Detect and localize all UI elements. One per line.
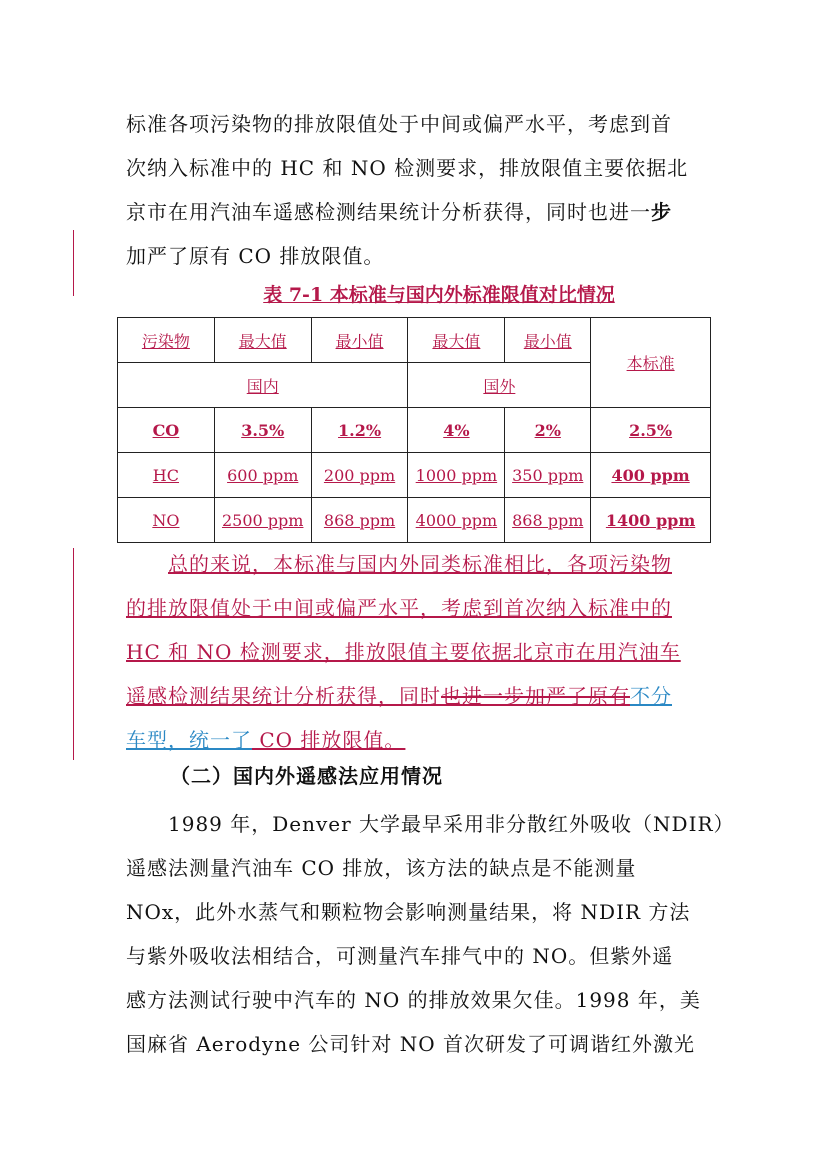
text-line <box>126 190 702 234</box>
text-line: 遥感法测量汽油车 CO 排放，该方法的缺点是不能测量 <box>126 856 637 880</box>
comparison-table <box>117 317 711 543</box>
text-line: 次纳入标准中的 HC 和 NO 检测要求，排放限值主要依据北 <box>126 156 689 180</box>
text-line: 标准各项污染物的排放限值处于中间或偏严水平，考虑到首 <box>126 112 672 136</box>
text-line: 总的来说，本标准与国内外同类标准相比，各项污染物 <box>168 552 672 576</box>
cell-foreign-min: 868 ppm <box>505 498 591 543</box>
text-line: NOx，此外水蒸气和颗粒物会影响测量结果，将 NDIR 方法 <box>126 900 691 924</box>
revision-change-bar <box>73 230 74 296</box>
cell-domestic-min: 200 ppm <box>311 453 408 498</box>
cell-name: HC <box>118 453 215 498</box>
paragraph-remote-sensing <box>126 802 735 1066</box>
header-this-standard: 本标准 <box>591 318 711 408</box>
text-line: 与紫外吸收法相结合，可测量汽车排气中的 NO。但紫外遥 <box>126 944 674 968</box>
cell-this-standard: 1400 ppm <box>591 498 711 543</box>
section-title: （二）国内外遥感法应用情况 <box>170 764 443 788</box>
text-line-part: 遥感检测结果统计分析获得，同时 <box>126 684 441 708</box>
text-line: 国麻省 Aerodyne 公司针对 NO 首次研发了可调谐红外激光 <box>126 1032 696 1056</box>
cell-this-standard: 2.5% <box>591 408 711 453</box>
header-foreign-max: 最大值 <box>408 318 505 363</box>
table-caption: 表 7-1 本标准与国内外标准限值对比情况 <box>263 284 615 306</box>
text-line: HC 和 NO 检测要求，排放限值主要依据北京市在用汽油车 <box>126 640 681 664</box>
cell-this-standard: 400 ppm <box>591 453 711 498</box>
revision-change-bar <box>73 548 74 760</box>
text-line-part: CO 排放限值。 <box>252 728 406 752</box>
table-row <box>118 408 711 453</box>
cell-foreign-max: 4000 ppm <box>408 498 505 543</box>
deleted-text: 也进一步加严了原有 <box>441 684 630 708</box>
cell-domestic-min: 868 ppm <box>311 498 408 543</box>
header-domestic-min: 最小值 <box>311 318 408 363</box>
cell-domestic-max: 3.5% <box>214 408 311 453</box>
cell-foreign-max: 1000 ppm <box>408 453 505 498</box>
table-row <box>118 498 711 543</box>
table-row <box>118 453 711 498</box>
cell-foreign-min: 2% <box>505 408 591 453</box>
header-pollutant: 污染物 <box>118 318 215 363</box>
cell-domestic-max: 2500 ppm <box>214 498 311 543</box>
inserted-text: 车型，统一了 <box>126 728 252 752</box>
text-line <box>126 674 702 718</box>
header-foreign-min: 最小值 <box>505 318 591 363</box>
cell-name: NO <box>118 498 215 543</box>
text-line: 的排放限值处于中间或偏严水平，考虑到首次纳入标准中的 <box>126 596 672 620</box>
header-foreign: 国外 <box>408 363 591 408</box>
text-line-part: 京市在用汽油车遥感检测结果统计分析获得，同时也进一 <box>126 200 651 224</box>
text-line <box>126 718 702 762</box>
header-domestic: 国内 <box>118 363 408 408</box>
text-line: 1989 年，Denver 大学最早采用非分散红外吸收（NDIR） <box>168 812 735 836</box>
text-line: 感方法测试行驶中汽车的 NO 的排放效果欠佳。1998 年，美 <box>126 988 701 1012</box>
cell-name: CO <box>118 408 215 453</box>
header-domestic-max: 最大值 <box>214 318 311 363</box>
inserted-text: 不分 <box>630 684 672 708</box>
table-header-row <box>118 318 711 363</box>
cell-domestic-min: 1.2% <box>311 408 408 453</box>
paragraph-summary-revised <box>126 542 702 762</box>
bold-word: 步 <box>651 200 672 224</box>
cell-foreign-max: 4% <box>408 408 505 453</box>
cell-foreign-min: 350 ppm <box>505 453 591 498</box>
cell-domestic-max: 600 ppm <box>214 453 311 498</box>
text-line: 加严了原有 CO 排放限值。 <box>126 244 385 268</box>
paragraph-intro <box>126 102 702 278</box>
